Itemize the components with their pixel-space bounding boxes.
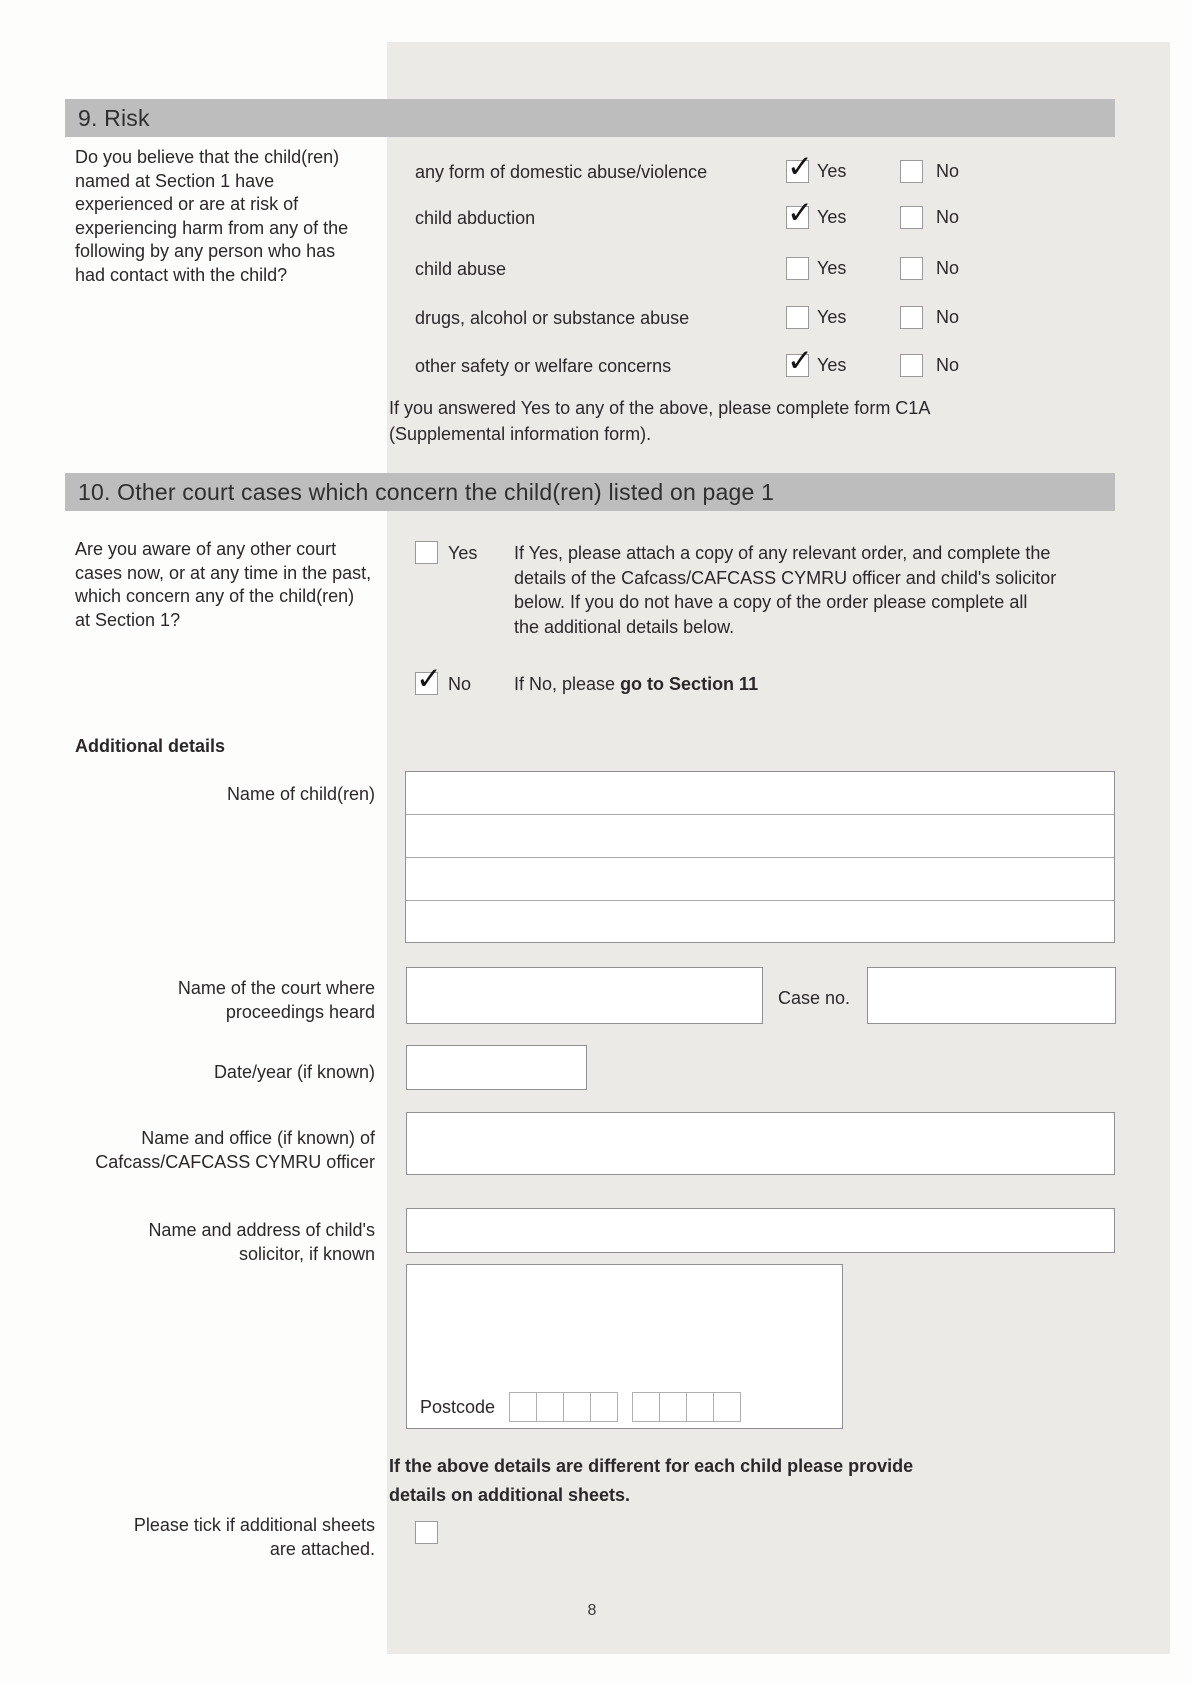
postcode-cell[interactable] <box>590 1392 618 1422</box>
postcode-group-2 <box>632 1392 741 1422</box>
postcode-group-1 <box>509 1392 618 1422</box>
postcode-cell[interactable] <box>536 1392 564 1422</box>
risk-welfare-concerns-no-checkbox[interactable] <box>900 354 923 377</box>
no-label: No <box>448 674 472 694</box>
question-line: at Section 1? <box>75 609 181 630</box>
yes-label: Yes <box>817 307 847 327</box>
risk-substance-abuse-yes-checkbox[interactable] <box>786 306 809 329</box>
if-no-instruction <box>514 674 758 695</box>
section-10-question <box>75 538 390 632</box>
risk-item-substance-abuse <box>415 306 985 330</box>
question-line: Are you aware of any other court <box>75 539 337 559</box>
if-yes-instruction <box>514 541 1114 639</box>
section-10-title: 10. Other court cases which concern the child(ren) listed on page 1 <box>78 479 775 505</box>
question-line: experiencing harm from any of the <box>75 217 349 238</box>
other-cases-no-checkbox[interactable] <box>415 672 438 695</box>
children-name-row-input[interactable] <box>406 901 1114 944</box>
question-line: cases now, or at any time in the past, <box>75 562 372 583</box>
date-year-label: Date/year (if known) <box>213 1062 375 1082</box>
yes-label: Yes <box>817 161 847 181</box>
question-line: following by any person who has <box>75 241 336 261</box>
question-line: had contact with the child? <box>75 264 288 285</box>
postcode-label: Postcode <box>420 1396 496 1417</box>
risk-item-child-abduction <box>415 206 985 230</box>
note-line: If you answered Yes to any of the above, please complete form C1A <box>389 398 931 418</box>
risk-domestic-abuse-no-checkbox[interactable] <box>900 160 923 183</box>
additional-details-heading: Additional details <box>75 736 226 756</box>
other-cases-yes-checkbox[interactable] <box>415 541 438 564</box>
postcode-cell[interactable] <box>509 1392 537 1422</box>
court-name-input[interactable] <box>406 967 763 1024</box>
instruction-line: the additional details below. <box>514 616 735 637</box>
section-9-title: 9. Risk <box>78 105 150 131</box>
question-line: experienced or are at risk of <box>75 194 299 214</box>
postcode-cell[interactable] <box>686 1392 714 1422</box>
yes-label: Yes <box>817 355 847 375</box>
risk-item-label: child abduction <box>415 208 536 228</box>
date-year-input[interactable] <box>406 1045 587 1090</box>
risk-item-child-abuse <box>415 257 985 281</box>
section-9-header <box>65 99 1115 137</box>
children-names-input <box>405 771 1115 943</box>
section-9-question <box>75 146 375 287</box>
cafcass-officer-input[interactable] <box>406 1112 1115 1175</box>
risk-child-abduction-no-checkbox[interactable] <box>900 206 923 229</box>
yes-label: Yes <box>817 207 847 227</box>
postcode-cell[interactable] <box>659 1392 687 1422</box>
risk-item-welfare-concerns <box>415 354 985 378</box>
postcode-cell[interactable] <box>563 1392 591 1422</box>
case-no-label: Case no. <box>778 988 851 1008</box>
risk-domestic-abuse-yes-checkbox[interactable] <box>786 160 809 183</box>
additional-sheets-checkbox[interactable] <box>415 1521 438 1544</box>
cafcass-officer-label: Name and office (if known) of Cafcass/CAFCASS CYMRU officer <box>95 1128 375 1172</box>
children-name-row-input[interactable] <box>406 858 1114 901</box>
question-line: Do you believe that the child(ren) <box>75 147 340 167</box>
instruction-line: below. If you do not have a copy of the order please complete all <box>514 592 1028 612</box>
no-label: No <box>936 307 960 327</box>
case-no-input[interactable] <box>867 967 1116 1024</box>
different-details-note <box>389 1452 1009 1510</box>
postcode-cell[interactable] <box>713 1392 741 1422</box>
note-line: details on additional sheets. <box>389 1485 631 1505</box>
risk-substance-abuse-no-checkbox[interactable] <box>900 306 923 329</box>
no-label: No <box>936 258 960 278</box>
solicitor-name-input[interactable] <box>406 1208 1115 1253</box>
risk-item-label: child abuse <box>415 259 507 279</box>
risk-item-domestic-abuse <box>415 160 985 184</box>
section-9-c1a-note <box>389 395 1009 447</box>
yes-label: Yes <box>448 543 478 563</box>
go-to-section-11-text: go to Section 11 <box>620 674 759 694</box>
risk-welfare-concerns-yes-checkbox[interactable] <box>786 354 809 377</box>
solicitor-address-input[interactable] <box>406 1264 843 1429</box>
question-line: which concern any of the child(ren) <box>75 586 355 606</box>
court-name-label: Name of the court where proceedings heard <box>177 978 375 1022</box>
postcode-cell[interactable] <box>632 1392 660 1422</box>
postcode-row <box>420 1392 741 1422</box>
section-10-header <box>65 473 1115 511</box>
yes-label: Yes <box>817 258 847 278</box>
no-label: No <box>936 355 960 375</box>
instruction-text: If No, please <box>514 674 621 694</box>
additional-sheets-label: Please tick if additional sheets are attached. <box>133 1515 375 1559</box>
children-name-row-input[interactable] <box>406 772 1114 815</box>
note-line: If the above details are different for each child please provide <box>389 1456 914 1476</box>
instruction-line: If Yes, please attach a copy of any relevant order, and complete the <box>514 543 1051 563</box>
instruction-line: details of the Cafcass/CAFCASS CYMRU officer and child's solicitor <box>514 567 1057 588</box>
risk-child-abuse-no-checkbox[interactable] <box>900 257 923 280</box>
risk-item-label: drugs, alcohol or substance abuse <box>415 308 690 328</box>
children-names-label: Name of child(ren) <box>226 784 375 804</box>
risk-child-abduction-yes-checkbox[interactable] <box>786 206 809 229</box>
risk-item-label: other safety or welfare concerns <box>415 356 672 376</box>
no-label: No <box>936 161 960 181</box>
solicitor-address-value <box>407 1265 842 1273</box>
question-line: named at Section 1 have <box>75 170 275 191</box>
page-number: 8 <box>587 1602 597 1619</box>
note-line: (Supplemental information form). <box>389 424 652 444</box>
risk-item-label: any form of domestic abuse/violence <box>415 162 708 182</box>
solicitor-label: Name and address of child's solicitor, if known <box>148 1220 375 1264</box>
children-name-row-input[interactable] <box>406 815 1114 858</box>
no-label: No <box>936 207 960 227</box>
risk-child-abuse-yes-checkbox[interactable] <box>786 257 809 280</box>
